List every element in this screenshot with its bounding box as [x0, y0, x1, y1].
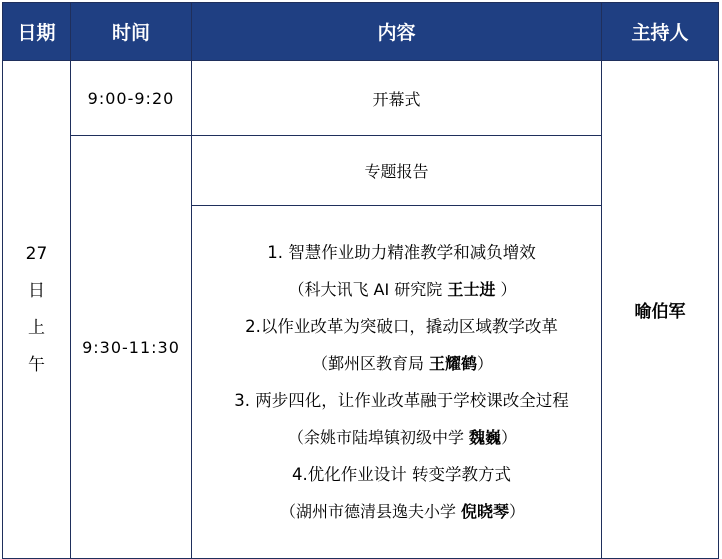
schedule-table [2, 2, 719, 559]
time-report: 9:30-11:30 [71, 136, 192, 559]
header-time: 时间 [71, 3, 192, 61]
report-item [202, 456, 601, 530]
report-item [202, 382, 601, 456]
content-report: 专题报告 [192, 136, 602, 206]
report-items-cell [192, 206, 602, 559]
date-period-1: 上 [28, 317, 45, 338]
item-affiliation: （科大讯飞 AI 研究院 王士进 ） [288, 280, 517, 299]
item-speaker: 王士进 [447, 280, 496, 299]
date-day-number: 27 [25, 243, 48, 264]
content-opening: 开幕式 [192, 61, 602, 136]
table-row-opening [3, 61, 719, 136]
report-item [202, 308, 601, 382]
item-title: 4.优化作业设计 转变学教方式 [292, 465, 511, 484]
item-title: 1. 智慧作业助力精准教学和减负增效 [267, 243, 536, 262]
item-title: 3. 两步四化，让作业改革融于学校课改全过程 [234, 391, 569, 410]
item-speaker: 魏巍 [469, 428, 502, 447]
header-host: 主持人 [602, 3, 719, 61]
item-affiliation: （鄞州区教育局 王耀鹤） [311, 354, 494, 373]
report-item [202, 234, 601, 308]
header-row [3, 3, 719, 61]
item-title: 2.以作业改革为突破口，撬动区域教学改革 [245, 317, 558, 336]
header-date: 日期 [3, 3, 71, 61]
host-cell: 喻伯军 [602, 61, 719, 559]
date-period-2: 午 [28, 354, 45, 375]
item-affiliation: （余姚市陆埠镇初级中学 魏巍） [287, 428, 518, 447]
time-opening: 9:00-9:20 [71, 61, 192, 136]
item-speaker: 王耀鹤 [429, 354, 478, 373]
header-content: 内容 [192, 3, 602, 61]
date-day-unit: 日 [28, 280, 45, 301]
date-cell [3, 61, 71, 559]
item-affiliation: （湖州市德清县逸夫小学 倪晓琴） [279, 502, 526, 521]
item-speaker: 倪晓琴 [461, 502, 510, 521]
